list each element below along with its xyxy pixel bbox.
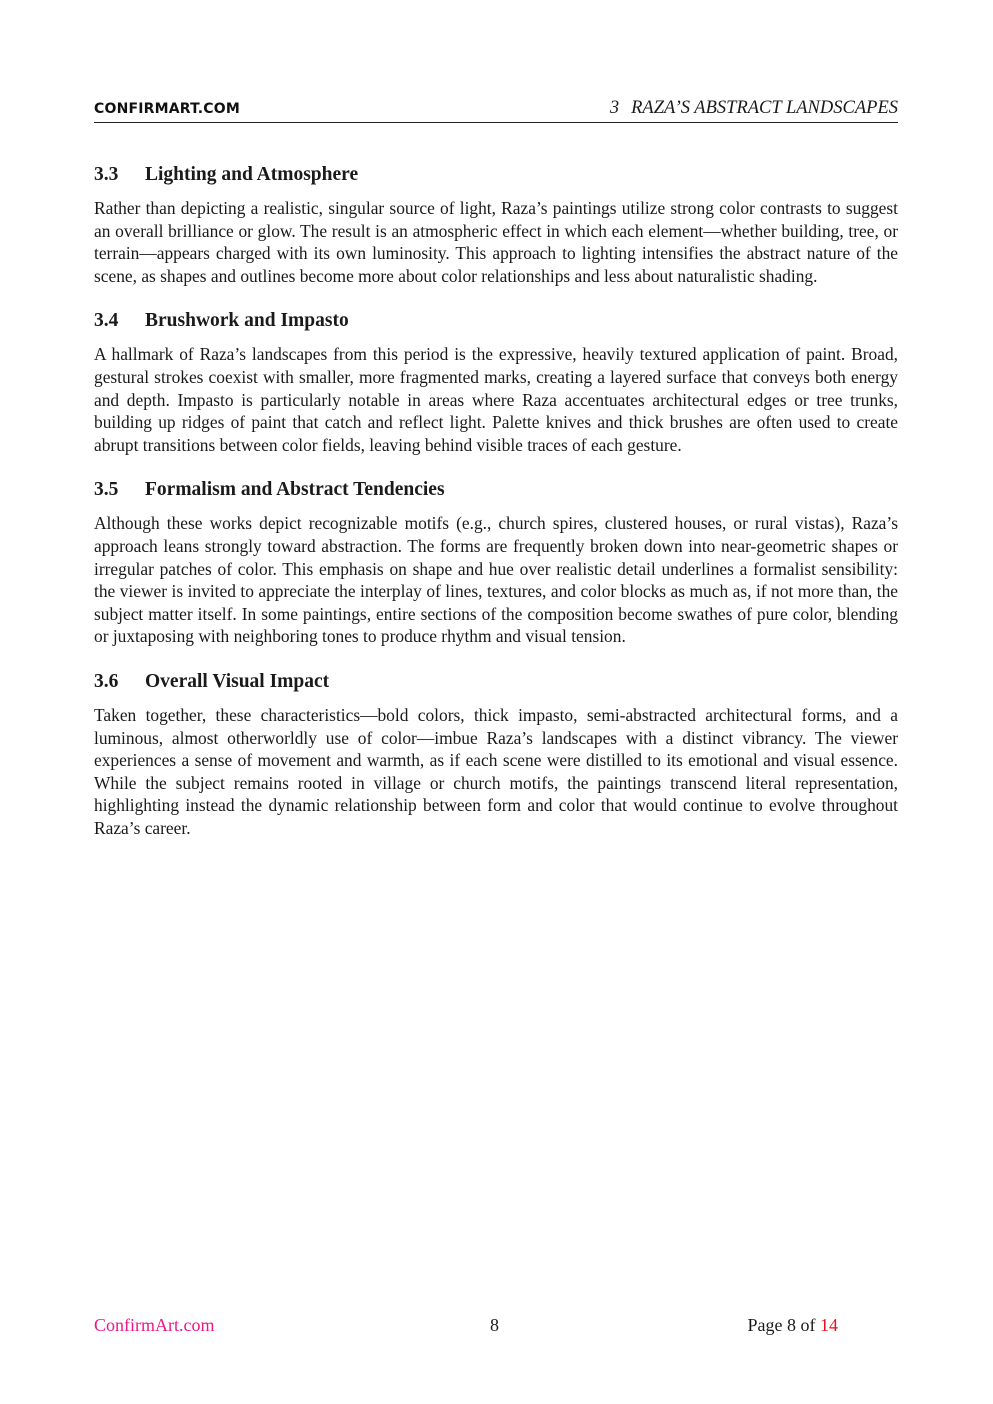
- site-link[interactable]: ConfirmArt.com: [94, 1315, 215, 1335]
- section-lighting: [94, 162, 898, 287]
- page-number: 8: [490, 1315, 499, 1335]
- section-number: 3.6: [94, 670, 119, 692]
- page-footer: [94, 1315, 838, 1339]
- page-total: 14: [820, 1315, 838, 1335]
- section-number: 3.4: [94, 310, 119, 332]
- site-logo: CONFIRMART.COM: [94, 101, 241, 117]
- section-paragraph: A hallmark of Raza’s landscapes from this period is the expressive, heavily textured application of paint. Broad, gestural strokes coexist with smaller, more fragmented marks, creating a layered surface that conveys both energy and depth. Impasto is particularly notable in areas where Raza accentuates architectural edges or tree trunks, building up ridges of paint that catch and reflect light. Palette knives and thick brushes are often used to create abrupt transitions between color fields, leaving behind visible traces of each gesture.: [94, 344, 898, 455]
- section-title: Overall Visual Impact: [145, 670, 330, 692]
- section-heading: [94, 477, 898, 503]
- page-count-prefix: Page 8 of: [747, 1315, 816, 1335]
- section-heading: [94, 162, 898, 188]
- section-visual-impact: [94, 669, 898, 840]
- section-heading: [94, 308, 898, 334]
- section-heading: [94, 669, 898, 695]
- chapter-title: RAZA’S ABSTRACT LANDSCAPES: [631, 98, 898, 118]
- section-number: 3.3: [94, 164, 119, 185]
- section-brushwork: [94, 308, 898, 456]
- section-title: Formalism and Abstract Tendencies: [145, 479, 445, 501]
- page-count: [748, 1315, 838, 1336]
- section-number: 3.5: [94, 479, 119, 501]
- section-formalism: [94, 477, 898, 648]
- section-title: Brushwork and Impasto: [145, 310, 349, 332]
- chapter-number: 3: [609, 98, 620, 118]
- section-paragraph: Rather than depicting a realistic, singular source of light, Raza’s paintings utilize strong color contrasts to suggest an overall brilliance or glow. The result is an atmospheric effect in which each element—whether building, tree, or terrain—appears charged with its own luminosity. This approach to lighting intensifies the abstract nature of the scene, as shapes and outlines become more about color relationships and less about naturalistic shading.: [94, 198, 898, 286]
- page-header: [94, 98, 898, 123]
- section-paragraph: Although these works depict recognizable motifs (e.g., church spires, clustered houses, or rural vistas), Raza’s approach leans strongly toward abstraction. The forms are frequently broken down into near-geometric shapes or irregular patches of color. This emphasis on shape and hue over realistic detail underlines a formalist sensibility: the viewer is invited to appreciate the interplay of lines, textures, and color blocks as much as, if not more than, the subject matter itself. In some paintings, entire sections of the composition become swathes of pure color, blending or juxtaposing with neighboring tones to produce rhythm and visual tension.: [94, 513, 898, 647]
- running-head: [610, 98, 898, 119]
- main-content: [94, 162, 898, 860]
- section-paragraph: Taken together, these characteristics—bold colors, thick impasto, semi-abstracted architectural forms, and a luminous, almost otherworldly use of color—imbue Raza’s landscapes with a distinct vibrancy. The viewer experiences a sense of movement and warmth, as if each scene were distilled to its emotional and visual essence. While the subject remains rooted in village or church motifs, the paintings transcend literal representation, highlighting instead the dynamic relationship between form and color that would continue to evolve throughout Raza’s career.: [94, 704, 898, 838]
- section-title: Lighting and Atmosphere: [145, 164, 359, 185]
